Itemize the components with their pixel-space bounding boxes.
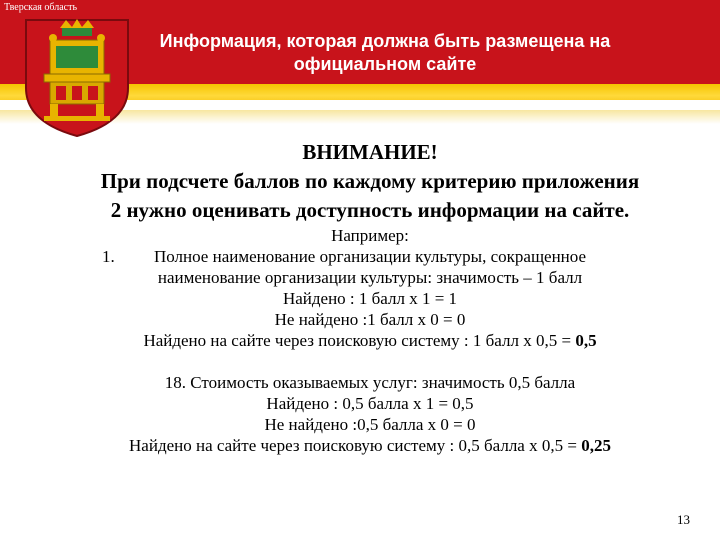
attention-text-line2: При подсчете баллов по каждому критерию приложения: [100, 169, 640, 193]
spacer: [30, 351, 710, 372]
list-item-1-line2: наименование организации культуры: значимость – 1 балл: [157, 268, 583, 287]
slide-content: [30, 138, 710, 456]
slide-title-line2: официальном сайте: [293, 54, 477, 74]
item18-found: Найдено : 0,5 балла х 1 = 0,5: [266, 394, 474, 413]
coat-of-arms-icon: [22, 18, 132, 138]
example-label: Например:: [331, 226, 409, 245]
item18-search: [30, 435, 710, 456]
list-item-1-line1: Полное наименование организации культуры, сокращенное: [153, 247, 587, 266]
attention-heading: ВНИМАНИЕ!: [302, 140, 438, 164]
slide-title: [150, 30, 620, 76]
slide-title-line1: Информация, которая должна быть размещена на: [159, 31, 611, 51]
item18-not-found: Не найдено :0,5 балла х 0 = 0: [264, 415, 476, 434]
item18-line1: 18. Стоимость оказываемых услуг: значимость 0,5 балла: [164, 373, 576, 392]
attention-text-line3: 2 нужно оценивать доступность информации на сайте.: [110, 198, 630, 222]
item18-search-prefix: Найдено на сайте через поисковую систему : 0,5 балла х 0,5 =: [129, 436, 582, 455]
list-item-1-number: 1.: [102, 247, 115, 266]
item1-search-prefix: Найдено на сайте через поисковую систему : 1 балл х 0,5 =: [143, 331, 576, 350]
page-number: 13: [677, 512, 690, 527]
item1-search: [30, 330, 710, 351]
item18-search-result: 0,25: [581, 436, 611, 455]
item1-not-found: Не найдено :1 балл х 0 = 0: [274, 310, 466, 329]
list-item-1: [30, 246, 710, 288]
item1-found: Найдено : 1 балл х 1 = 1: [282, 289, 458, 308]
region-label: Тверская область: [4, 2, 78, 13]
item1-search-result: 0,5: [575, 331, 597, 350]
